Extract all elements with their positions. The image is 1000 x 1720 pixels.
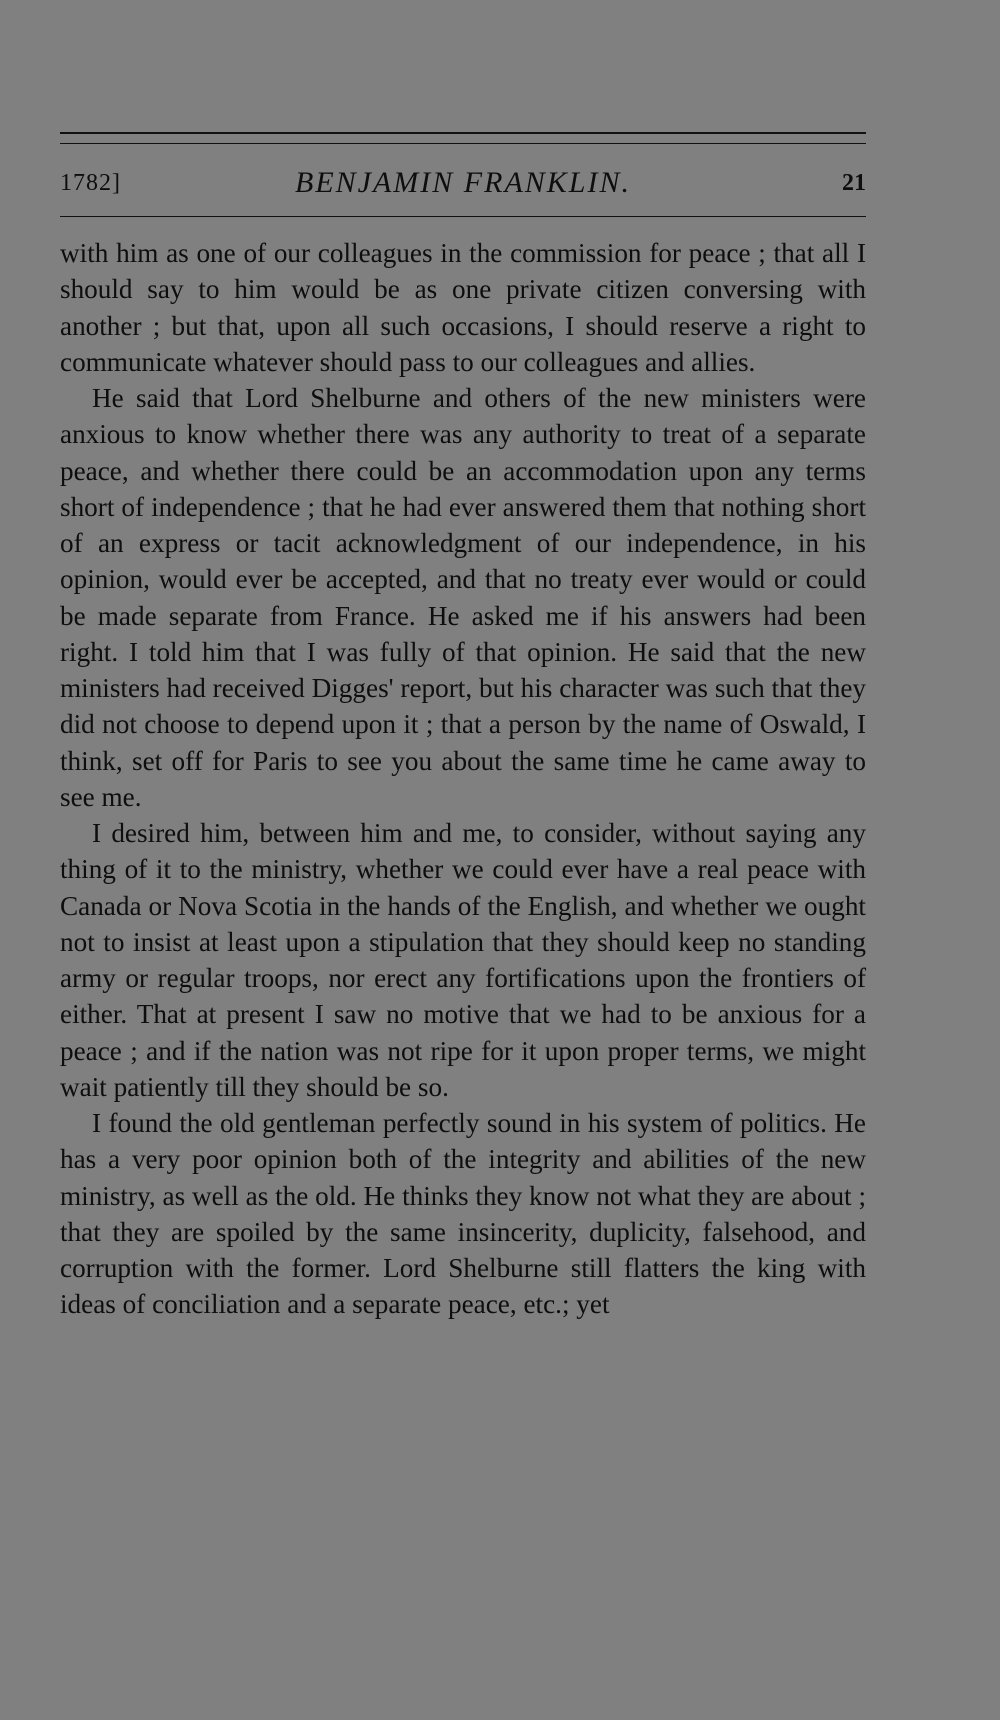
running-head-title: BENJAMIN FRANKLIN. xyxy=(295,166,631,199)
header-rule-top xyxy=(60,132,866,134)
paragraph: I desired him, between him and me, to consider, without saying any thing of it to the ministry, whether we could ever have a real peace with Canada or Nova Scotia in the hands of the English, and whether we ought not to insist at least upon a stipulation that they should keep no standing army or regular troops, nor erect any fortifications upon the frontiers of either. That at present I saw no motive that we had to be anxious for a peace ; and if the nation was not ripe for it upon proper terms, we might wait patiently till they should be so. xyxy=(60,818,866,1102)
page-number: 21 xyxy=(842,170,866,196)
paragraph: I found the old gentleman perfectly sound in his system of politics. He has a very poor opinion both of the integrity and abilities of the new ministry, as well as the old. He thinks they know not what they are about ; that they are spoiled by the same insincerity, duplicity, falsehood, and corruption with the former. Lord Shelburne still flatters the king with ideas of conciliation and a separate peace, etc.; yet xyxy=(60,1108,866,1320)
paragraph: with him as one of our colleagues in the commission for peace ; that all I should say to him would be as one private citizen conversing with another ; but that, upon all such occasions, I should reserve a right to communicate whatever should pass to our colleagues and allies. xyxy=(60,238,866,377)
book-page xyxy=(60,132,866,1323)
paragraph: He said that Lord Shelburne and others of the new ministers were anxious to know whether there was any authority to treat of a separate peace, and whether there could be an accommodation upon any terms short of independence ; that he had ever answered them that nothing short of an express or tacit acknowledgment of our independence, in his opinion, would ever be accepted, and that no treaty ever would or could be made separate from France. He asked me if his answers had been right. I told him that I was fully of that opinion. He said that the new ministers had received Digges' report, but his character was such that they did not choose to depend upon it ; that a person by the name of Oswald, I think, set off for Paris to see you about the same time he came away to see me. xyxy=(60,383,866,812)
body-text xyxy=(60,235,866,1323)
header-rule-top-inner xyxy=(60,143,866,144)
header-rule-bottom xyxy=(60,216,866,217)
running-head xyxy=(60,154,866,210)
running-head-year: 1782] xyxy=(60,170,121,196)
